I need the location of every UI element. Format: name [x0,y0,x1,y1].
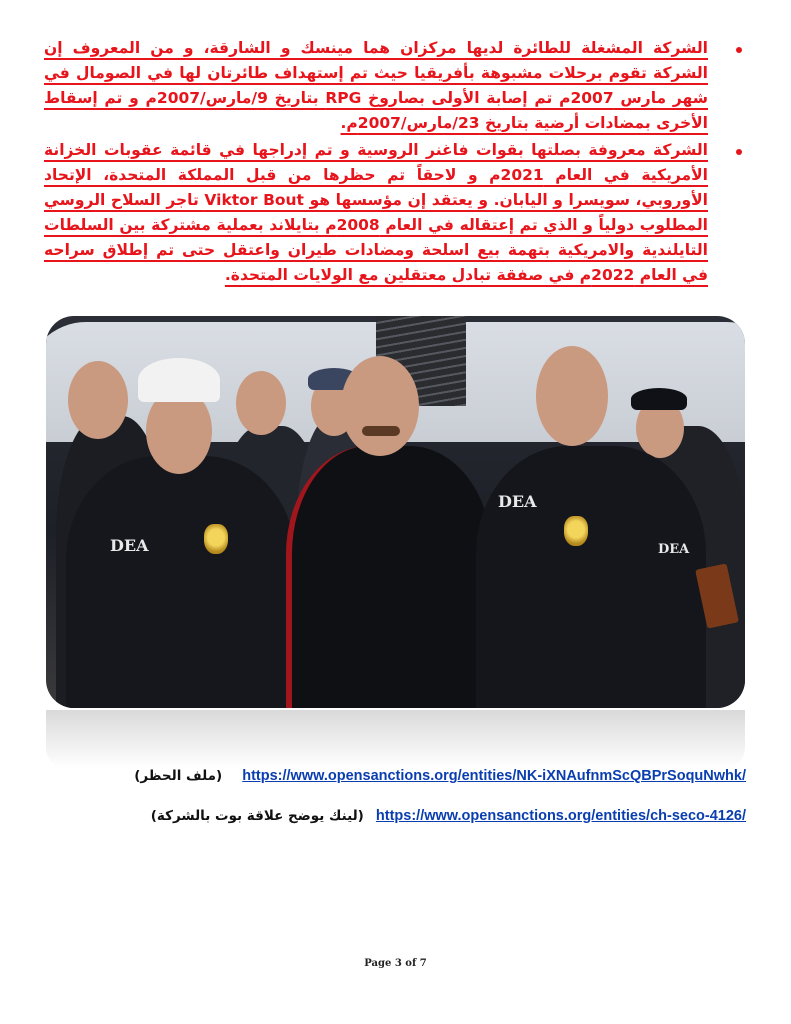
jacket-label: DEA [498,492,537,511]
detainee-figure [286,446,492,708]
detainee-head [341,356,419,456]
bullet-dot-icon [736,47,742,53]
photo-reflection [46,710,745,768]
agent-figure [66,456,296,708]
badge-icon [204,524,228,554]
jacket-label: DEA [110,536,149,555]
news-photo [46,316,745,708]
bullet-dot-icon [736,149,742,155]
sanctions-file-link[interactable]: https://www.opensanctions.org/entities/NK-iXNAufnmScQBPrSoquNwhk/ [242,768,746,784]
link-row [96,808,746,824]
badge-icon [564,516,588,546]
mustache [362,426,400,436]
agent-figure [476,446,706,708]
cap-icon [138,358,220,402]
cap-icon [631,388,687,410]
link-row [96,768,746,784]
agent-head [536,346,608,446]
link-note: (لينك يوضح علاقة بوت بالشركة) [150,808,364,824]
link-note: (ملف الحظر) [134,768,223,784]
bullet-item [44,138,744,288]
bullet-list [44,36,744,290]
page-number: Page 3 of 7 [364,958,427,969]
bout-relation-link[interactable]: https://www.opensanctions.org/entities/ch-seco-4126/ [375,808,746,824]
bullet-text: الشركة معروفة بصلتها بقوات فاغنر الروسية و تم إدراجها في قائمة عقوبات الخزانة الأمريكية في العام 2021م و لاحقاً تم حظرها من قبل المملكة المتحدة، الإتحاد الأوروبي، سويسرا و اليابان. و يعتقد إن مؤسسها هو Viktor Bout تاجر السلاح الروسي المطلوب دولياً و الذي تم إعتقاله في العام 2008م بتايلاند بعملية مشتركة بين السلطات التايلندية والامريكية بتهمة بيع اسلحة ومضادات طيران واعتقل حتى تم إطلاق سراحه في العام 2022م في صفقة تبادل معتقلين مع الولايات المتحدة. [44,141,708,284]
agent-head [236,371,286,435]
jacket-label: DEA [658,542,690,557]
bullet-text: الشركة المشغلة للطائرة لديها مركزان هما مينسك و الشارقة، و من المعروف إن الشركة تقوم برحلات مشبوهة بأفريقيا حيث تم إستهداف طائرتان لها في الصومال في شهر مارس 2007م تم إصابة الأولى بصاروخ RPG بتاريخ 9/مارس/2007م و تم إسقاط الأخرى بمضادات أرضية بتاريخ 23/مارس/2007م. [44,39,708,132]
agent-head [68,361,128,439]
bullet-item [44,36,744,136]
